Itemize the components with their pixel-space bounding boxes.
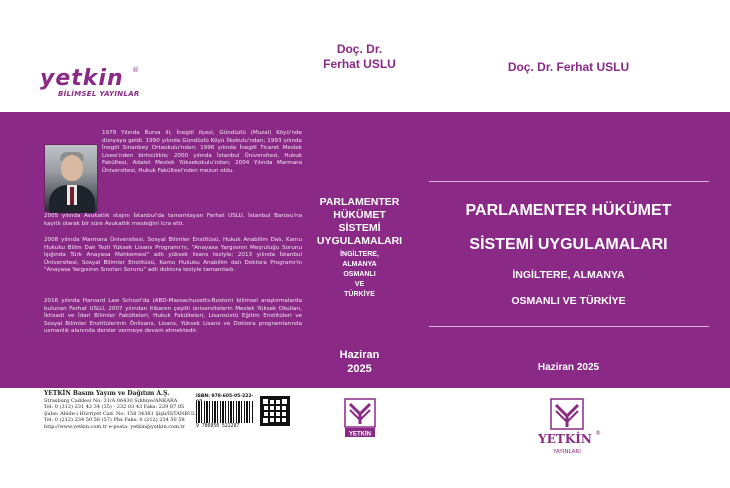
publisher-name: YETKİN Basım Yayım ve Dağıtım A.Ş. <box>44 390 170 397</box>
front-logo-reg: ® <box>595 430 601 437</box>
front-yetkin-logo-icon <box>532 398 602 456</box>
front-author: Doç. Dr. Ferhat USLU <box>507 60 630 74</box>
publisher-phone-1: Tel: 0 (312) 231 42 34 (35) - 232 03 43 Faks: 229 87 85 <box>44 404 185 411</box>
front-title-line-2: SİSTEMİ UYGULAMALARI <box>469 236 668 253</box>
publisher-address-2: Şube: Abide-i Hürriyet Cad. No: 158 34381 Şişli/İSTANBUL <box>44 410 196 417</box>
spine-subtitle <box>312 250 407 300</box>
bio-paragraph-1: 1979 Yılında Bursa ili, İnegöl ilçesi, Gündüzlü (Muzal) Köyü'nde dünyaya geldi. 1990 yılında Gündüzlü Köyü İlkokulu'ndan; 1993 yılında İnegöl Sinanbey Ortaokulu'ndan; 1996 yılında İnegöl Ticaret Meslek Lisesi'nden birincilikle; 2000 yılında İstanbul Üniversitesi, Hukuk Fakültesi, Adalet Meslek Yüksekokulu'ndan; 2004 Yılında Marmara Üniversitesi, Hukuk Fakültesi'nden mezun oldu. <box>102 130 302 174</box>
barcode-icon <box>196 401 254 423</box>
spine-subtitle-line: TÜRKİYE <box>344 291 375 298</box>
spine-date <box>312 348 407 376</box>
spine-date-year: 2025 <box>347 363 372 375</box>
publisher-info <box>44 390 204 430</box>
front-title <box>407 194 730 262</box>
registered-mark: ® <box>132 66 139 74</box>
spine-title-line: PARLAMENTER <box>319 196 400 208</box>
publisher-address-1: Strasburg Caddesi No: 31/A 06430 Sıhhiye/ANKARA <box>44 398 178 404</box>
spine-title <box>312 196 407 248</box>
spine-yetkin-logo-icon <box>344 398 376 438</box>
front-subtitle <box>407 262 730 314</box>
bio-paragraph-4: 2016 yılında Harvard Law School'da (ABD-Massachusetts-Boston) bilimsel araştırmalarda bulunan Ferhat USLU, 2007 yılından itibaren çeşitli üniversitelerin Meslek Yüksek Okulları, İktisadi ve İdari Bilimler Fakülteleri, Hukuk Fakülteleri, Lisansüstü Eğitim Enstitüleri ve Sosyal Bilimler Enstitülerinin Önlisans, Lisans, Yüksek Lisans ve Doktora programlarında uzmanlık alanında dersler vermeye devam etmektedir. <box>44 298 302 335</box>
spine-author-title: Doç. Dr. <box>336 42 383 56</box>
publisher-web: http://www.yetkin.com.tr e-posta: yetkin@yetkin.com.tr <box>44 423 185 430</box>
spine-logo-text: YETKİN <box>348 431 372 438</box>
bio-paragraph-3: 2008 yılında Marmara Üniversitesi, Sosyal Bilimler Enstitüsü, Hukuk Anabilim Dalı, Kamu Hukuku Bilim Dalı Tezli Yüksek Lisans Programı'nı, "Anayasa Yargısının Meşruluğu Sorunu Işığında Türk Anayasa Mahkemesi" adlı yüksek lisans teziyle; 2013 yılında İstanbul Üniversitesi, Sosyal Bilimler Enstitüsü, Kamu Hukuku Anabilim dalı Doktora Programı'nı "Anayasa Yargısının Sınırları Sorunu" adlı doktora teziyle tamamladı. <box>44 237 302 274</box>
qr-code-icon <box>260 396 290 426</box>
spine-date-month: Haziran <box>339 349 380 361</box>
spine-title-line: SİSTEMİ <box>338 222 381 234</box>
isbn-label: ISBN: 978-605-05-222- <box>196 394 254 399</box>
author-photo <box>44 144 98 212</box>
publisher-phone-2: Tel: 0 (212) 234 50 56 (57) Pbx Faks: 0 (212) 234 50 58 <box>44 417 185 424</box>
front-subtitle-line-1: İNGİLTERE, ALMANYA <box>512 269 625 281</box>
front-title-line-1: PARLAMENTER HÜKÜMET <box>465 202 672 219</box>
front-subtitle-line-2: OSMANLI VE TÜRKİYE <box>511 295 626 307</box>
spine-subtitle-line: OSMANLI <box>343 271 376 278</box>
spine-title-line: UYGULAMALARI <box>316 235 403 247</box>
spine-title-line: HÜKÜMET <box>333 209 386 221</box>
isbn-barcode <box>196 394 256 432</box>
bio-paragraph-2: 2005 yılında Avukatlık stajını İstanbul'da tamamlayan Ferhat USLU, İstanbul Barosu'na kayıtlı olarak bir süre Avukatlık mesleğini icra etti. <box>44 213 302 227</box>
yetkin-logo <box>40 66 170 106</box>
spine-subtitle-line: ALMANYA <box>342 261 377 268</box>
logo-subtitle: BİLİMSEL YAYINLAR <box>58 90 140 98</box>
logo-wordmark: yetkin <box>40 66 124 91</box>
isbn-digits: 9 786050 522297 <box>196 424 240 429</box>
front-logo-sub: YAYINLARI <box>553 449 581 455</box>
front-date: Haziran 2025 <box>537 362 600 373</box>
spine-author-name: Ferhat USLU <box>323 57 396 71</box>
spine-author <box>312 42 407 72</box>
front-logo-word: YETKİN <box>538 432 592 446</box>
spine-subtitle-line: İNGİLTERE, <box>340 251 379 258</box>
spine-subtitle-line: VE <box>354 281 365 288</box>
